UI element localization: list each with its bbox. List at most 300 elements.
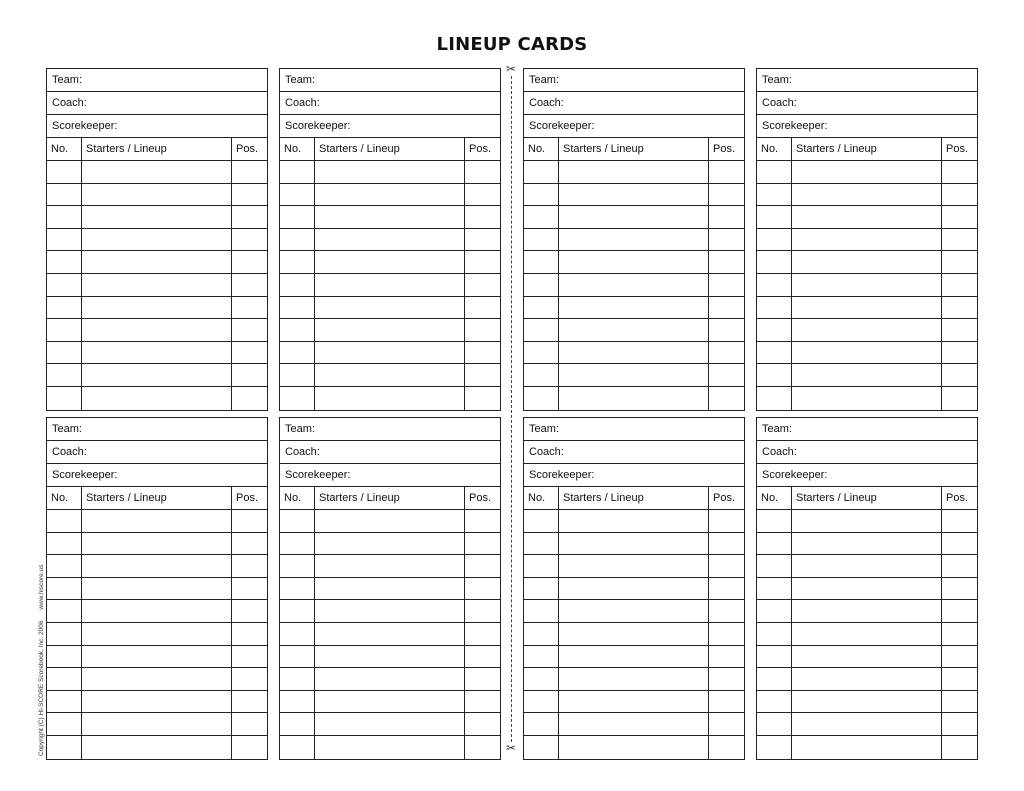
number-cell[interactable]: [47, 387, 82, 410]
number-cell[interactable]: [524, 555, 559, 577]
starter-name-cell[interactable]: [82, 206, 232, 228]
position-cell[interactable]: [709, 387, 744, 410]
starter-name-cell[interactable]: [82, 668, 232, 690]
position-cell[interactable]: [232, 161, 267, 183]
number-cell[interactable]: [524, 274, 559, 296]
position-cell[interactable]: [232, 319, 267, 341]
position-cell[interactable]: [942, 387, 977, 410]
starter-name-cell[interactable]: [792, 364, 942, 386]
number-cell[interactable]: [757, 736, 792, 759]
number-cell[interactable]: [47, 251, 82, 273]
scorekeeper-field[interactable]: Scorekeeper:: [280, 115, 500, 138]
coach-field[interactable]: Coach:: [524, 92, 744, 115]
column-header-row: [280, 138, 500, 161]
starter-name-cell[interactable]: [315, 713, 465, 735]
scorekeeper-field[interactable]: Scorekeeper:: [524, 464, 744, 487]
starter-name-cell[interactable]: [82, 297, 232, 319]
number-cell[interactable]: [524, 600, 559, 622]
starter-name-cell[interactable]: [315, 600, 465, 622]
position-cell[interactable]: [709, 161, 744, 183]
number-cell[interactable]: [280, 342, 315, 364]
number-cell[interactable]: [524, 342, 559, 364]
position-cell[interactable]: [709, 668, 744, 690]
number-cell[interactable]: [524, 510, 559, 532]
starter-name-cell[interactable]: [559, 342, 709, 364]
position-cell[interactable]: [709, 713, 744, 735]
starter-name-cell[interactable]: [82, 161, 232, 183]
position-cell[interactable]: [232, 251, 267, 273]
position-cell[interactable]: [942, 736, 977, 759]
position-cell[interactable]: [232, 297, 267, 319]
position-cell[interactable]: [465, 510, 500, 532]
number-cell[interactable]: [524, 161, 559, 183]
starter-name-cell[interactable]: [559, 364, 709, 386]
starter-name-cell[interactable]: [792, 668, 942, 690]
number-cell[interactable]: [524, 297, 559, 319]
position-cell[interactable]: [465, 364, 500, 386]
number-cell[interactable]: [47, 364, 82, 386]
starter-name-cell[interactable]: [559, 578, 709, 600]
team-field[interactable]: Team:: [757, 69, 977, 92]
number-cell[interactable]: [757, 555, 792, 577]
number-cell[interactable]: [47, 736, 82, 759]
number-cell[interactable]: [757, 713, 792, 735]
number-cell[interactable]: [280, 387, 315, 410]
number-cell[interactable]: [757, 184, 792, 206]
position-cell[interactable]: [465, 206, 500, 228]
starter-name-cell[interactable]: [559, 736, 709, 759]
starter-name-cell[interactable]: [792, 387, 942, 410]
starter-name-cell[interactable]: [82, 274, 232, 296]
starter-name-cell[interactable]: [315, 578, 465, 600]
position-cell[interactable]: [942, 184, 977, 206]
position-cell[interactable]: [465, 623, 500, 645]
number-cell[interactable]: [280, 623, 315, 645]
starter-name-cell[interactable]: [559, 387, 709, 410]
position-cell[interactable]: [232, 646, 267, 668]
coach-field[interactable]: Coach:: [47, 441, 267, 464]
starter-name-cell[interactable]: [559, 206, 709, 228]
lineup-row: [280, 736, 500, 759]
starter-name-cell[interactable]: [82, 229, 232, 251]
number-cell[interactable]: [524, 646, 559, 668]
number-cell[interactable]: [280, 297, 315, 319]
number-cell[interactable]: [757, 668, 792, 690]
number-cell[interactable]: [757, 623, 792, 645]
position-cell[interactable]: [709, 184, 744, 206]
starter-name-cell[interactable]: [559, 251, 709, 273]
position-cell[interactable]: [232, 691, 267, 713]
starter-name-cell[interactable]: [792, 623, 942, 645]
starter-name-cell[interactable]: [792, 297, 942, 319]
number-cell[interactable]: [47, 578, 82, 600]
number-cell[interactable]: [524, 533, 559, 555]
position-cell[interactable]: [709, 600, 744, 622]
position-cell[interactable]: [232, 736, 267, 759]
number-cell[interactable]: [47, 342, 82, 364]
starter-name-cell[interactable]: [82, 600, 232, 622]
number-cell[interactable]: [280, 206, 315, 228]
number-cell[interactable]: [524, 184, 559, 206]
starter-name-cell[interactable]: [82, 578, 232, 600]
starter-name-cell[interactable]: [559, 646, 709, 668]
starter-name-cell[interactable]: [82, 364, 232, 386]
starter-name-cell[interactable]: [792, 206, 942, 228]
number-cell[interactable]: [524, 387, 559, 410]
starter-name-cell[interactable]: [82, 736, 232, 759]
number-cell[interactable]: [280, 319, 315, 341]
position-cell[interactable]: [709, 623, 744, 645]
position-cell[interactable]: [232, 274, 267, 296]
number-cell[interactable]: [47, 646, 82, 668]
number-cell[interactable]: [757, 342, 792, 364]
position-cell[interactable]: [942, 578, 977, 600]
lineup-row: [47, 713, 267, 736]
number-cell[interactable]: [47, 668, 82, 690]
starter-name-cell[interactable]: [792, 533, 942, 555]
position-cell[interactable]: [709, 342, 744, 364]
lineup-row: [757, 206, 977, 229]
position-cell[interactable]: [232, 533, 267, 555]
position-cell[interactable]: [465, 161, 500, 183]
number-cell[interactable]: [524, 578, 559, 600]
column-header-row: [47, 138, 267, 161]
number-cell[interactable]: [524, 229, 559, 251]
position-cell[interactable]: [942, 555, 977, 577]
position-cell[interactable]: [465, 184, 500, 206]
position-cell[interactable]: [465, 251, 500, 273]
starter-name-cell[interactable]: [559, 713, 709, 735]
starter-name-cell[interactable]: [82, 342, 232, 364]
column-header-row: [757, 138, 977, 161]
position-cell[interactable]: [942, 319, 977, 341]
starter-name-cell[interactable]: [792, 578, 942, 600]
position-cell[interactable]: [232, 510, 267, 532]
position-cell[interactable]: [232, 229, 267, 251]
position-cell[interactable]: [232, 623, 267, 645]
position-cell[interactable]: [465, 691, 500, 713]
position-cell[interactable]: [709, 319, 744, 341]
lineup-row: [757, 736, 977, 759]
position-cell[interactable]: [465, 600, 500, 622]
position-cell[interactable]: [465, 578, 500, 600]
number-cell[interactable]: [757, 578, 792, 600]
starter-name-cell[interactable]: [792, 184, 942, 206]
starter-name-cell[interactable]: [792, 646, 942, 668]
starter-name-cell[interactable]: [82, 646, 232, 668]
starter-name-cell[interactable]: [315, 668, 465, 690]
number-cell[interactable]: [280, 713, 315, 735]
position-cell[interactable]: [942, 691, 977, 713]
position-cell[interactable]: [709, 646, 744, 668]
position-cell[interactable]: [465, 387, 500, 410]
number-cell[interactable]: [280, 555, 315, 577]
starter-name-cell[interactable]: [792, 319, 942, 341]
lineup-row: [47, 668, 267, 691]
number-cell[interactable]: [280, 668, 315, 690]
starter-name-cell[interactable]: [792, 229, 942, 251]
starter-name-cell[interactable]: [82, 691, 232, 713]
team-field[interactable]: Team:: [280, 418, 500, 441]
starter-name-cell[interactable]: [792, 274, 942, 296]
number-cell[interactable]: [757, 274, 792, 296]
starter-name-cell[interactable]: [315, 274, 465, 296]
starter-name-cell[interactable]: [315, 736, 465, 759]
position-cell[interactable]: [942, 646, 977, 668]
number-cell[interactable]: [757, 691, 792, 713]
starter-name-cell[interactable]: [792, 251, 942, 273]
number-cell[interactable]: [280, 736, 315, 759]
number-cell[interactable]: [757, 387, 792, 410]
starter-name-cell[interactable]: [559, 510, 709, 532]
position-cell[interactable]: [942, 229, 977, 251]
scorekeeper-field[interactable]: Scorekeeper:: [47, 115, 267, 138]
number-cell[interactable]: [524, 251, 559, 273]
number-cell[interactable]: [280, 533, 315, 555]
number-cell[interactable]: [524, 623, 559, 645]
starter-name-cell[interactable]: [792, 510, 942, 532]
position-cell[interactable]: [232, 713, 267, 735]
number-cell[interactable]: [280, 274, 315, 296]
number-cell[interactable]: [280, 691, 315, 713]
number-cell[interactable]: [280, 161, 315, 183]
position-cell[interactable]: [465, 319, 500, 341]
number-cell[interactable]: [280, 184, 315, 206]
number-cell[interactable]: [280, 510, 315, 532]
starter-name-cell[interactable]: [559, 555, 709, 577]
number-cell[interactable]: [757, 510, 792, 532]
number-cell[interactable]: [47, 533, 82, 555]
position-cell[interactable]: [942, 510, 977, 532]
position-cell[interactable]: [942, 600, 977, 622]
number-cell[interactable]: [524, 206, 559, 228]
position-cell[interactable]: [465, 274, 500, 296]
position-cell[interactable]: [709, 691, 744, 713]
position-cell[interactable]: [942, 206, 977, 228]
starter-name-cell[interactable]: [559, 229, 709, 251]
position-cell[interactable]: [465, 229, 500, 251]
position-cell[interactable]: [942, 251, 977, 273]
starter-name-cell[interactable]: [315, 510, 465, 532]
team-field[interactable]: Team:: [524, 418, 744, 441]
position-cell[interactable]: [709, 533, 744, 555]
number-cell[interactable]: [280, 578, 315, 600]
starter-name-cell[interactable]: [792, 161, 942, 183]
position-cell[interactable]: [942, 274, 977, 296]
starter-name-cell[interactable]: [792, 713, 942, 735]
number-cell[interactable]: [280, 251, 315, 273]
position-cell[interactable]: [942, 297, 977, 319]
position-cell[interactable]: [465, 533, 500, 555]
position-cell[interactable]: [709, 510, 744, 532]
starter-name-cell[interactable]: [82, 251, 232, 273]
number-cell[interactable]: [47, 713, 82, 735]
position-cell[interactable]: [232, 184, 267, 206]
number-cell[interactable]: [280, 364, 315, 386]
number-cell[interactable]: [757, 297, 792, 319]
starter-name-cell[interactable]: [82, 713, 232, 735]
position-cell[interactable]: [709, 364, 744, 386]
number-cell[interactable]: [280, 229, 315, 251]
number-cell[interactable]: [47, 623, 82, 645]
starter-name-cell[interactable]: [792, 342, 942, 364]
position-cell[interactable]: [942, 161, 977, 183]
starter-name-cell[interactable]: [559, 668, 709, 690]
position-cell[interactable]: [709, 736, 744, 759]
position-cell[interactable]: [709, 555, 744, 577]
starter-name-cell[interactable]: [792, 691, 942, 713]
starter-name-cell[interactable]: [559, 533, 709, 555]
starter-name-cell[interactable]: [82, 555, 232, 577]
position-cell[interactable]: [709, 229, 744, 251]
column-header-row: [524, 138, 744, 161]
number-cell[interactable]: [47, 600, 82, 622]
coach-field[interactable]: Coach:: [47, 92, 267, 115]
starter-name-cell[interactable]: [315, 646, 465, 668]
position-cell[interactable]: [232, 600, 267, 622]
number-cell[interactable]: [757, 229, 792, 251]
number-cell[interactable]: [524, 668, 559, 690]
number-cell[interactable]: [757, 206, 792, 228]
starter-name-cell[interactable]: [559, 274, 709, 296]
scorekeeper-field[interactable]: Scorekeeper:: [757, 464, 977, 487]
team-field[interactable]: Team:: [47, 69, 267, 92]
starter-name-cell[interactable]: [559, 161, 709, 183]
coach-field[interactable]: Coach:: [280, 441, 500, 464]
coach-field[interactable]: Coach:: [524, 441, 744, 464]
number-cell[interactable]: [524, 713, 559, 735]
position-cell[interactable]: [232, 364, 267, 386]
starter-name-cell[interactable]: [792, 555, 942, 577]
number-cell[interactable]: [757, 600, 792, 622]
number-cell[interactable]: [47, 274, 82, 296]
scorekeeper-field[interactable]: Scorekeeper:: [757, 115, 977, 138]
coach-field[interactable]: Coach:: [757, 92, 977, 115]
number-cell[interactable]: [757, 364, 792, 386]
number-cell[interactable]: [524, 736, 559, 759]
position-cell[interactable]: [942, 342, 977, 364]
position-cell[interactable]: [942, 364, 977, 386]
number-cell[interactable]: [47, 319, 82, 341]
starter-name-cell[interactable]: [315, 184, 465, 206]
number-cell[interactable]: [757, 319, 792, 341]
position-cell[interactable]: [465, 297, 500, 319]
number-cell[interactable]: [524, 319, 559, 341]
scorekeeper-field[interactable]: Scorekeeper:: [47, 464, 267, 487]
starter-name-cell[interactable]: [82, 510, 232, 532]
position-cell[interactable]: [465, 555, 500, 577]
number-cell[interactable]: [47, 510, 82, 532]
starter-name-cell[interactable]: [315, 364, 465, 386]
number-cell[interactable]: [280, 600, 315, 622]
number-cell[interactable]: [47, 555, 82, 577]
starter-name-cell[interactable]: [559, 691, 709, 713]
number-cell[interactable]: [757, 533, 792, 555]
starter-name-cell[interactable]: [559, 184, 709, 206]
position-cell[interactable]: [709, 578, 744, 600]
position-cell[interactable]: [465, 342, 500, 364]
starter-name-cell[interactable]: [315, 297, 465, 319]
number-cell[interactable]: [47, 161, 82, 183]
starter-name-cell[interactable]: [315, 533, 465, 555]
number-cell[interactable]: [280, 646, 315, 668]
starter-name-cell[interactable]: [315, 319, 465, 341]
starter-name-cell[interactable]: [559, 319, 709, 341]
number-cell[interactable]: [757, 161, 792, 183]
position-cell[interactable]: [709, 206, 744, 228]
position-cell[interactable]: [232, 578, 267, 600]
number-cell[interactable]: [757, 646, 792, 668]
position-cell[interactable]: [709, 274, 744, 296]
position-cell[interactable]: [465, 736, 500, 759]
number-cell[interactable]: [47, 184, 82, 206]
scorekeeper-field[interactable]: Scorekeeper:: [280, 464, 500, 487]
lineup-row: [524, 206, 744, 229]
number-cell[interactable]: [47, 297, 82, 319]
position-cell[interactable]: [465, 646, 500, 668]
starter-name-cell[interactable]: [82, 623, 232, 645]
starter-name-cell[interactable]: [315, 161, 465, 183]
position-cell[interactable]: [232, 206, 267, 228]
lineup-row: [280, 668, 500, 691]
position-cell[interactable]: [232, 342, 267, 364]
number-cell[interactable]: [47, 229, 82, 251]
starter-name-cell[interactable]: [82, 184, 232, 206]
starter-name-cell[interactable]: [559, 297, 709, 319]
position-cell[interactable]: [942, 623, 977, 645]
position-cell[interactable]: [465, 713, 500, 735]
number-cell[interactable]: [47, 691, 82, 713]
starter-name-cell[interactable]: [315, 229, 465, 251]
scorekeeper-field[interactable]: Scorekeeper:: [524, 115, 744, 138]
starter-name-cell[interactable]: [82, 387, 232, 410]
starter-name-cell[interactable]: [82, 319, 232, 341]
starter-name-cell[interactable]: [792, 736, 942, 759]
position-cell[interactable]: [942, 668, 977, 690]
starter-name-cell[interactable]: [315, 691, 465, 713]
position-cell[interactable]: [232, 387, 267, 410]
number-cell[interactable]: [524, 691, 559, 713]
position-cell[interactable]: [465, 668, 500, 690]
starter-name-cell[interactable]: [315, 251, 465, 273]
position-cell[interactable]: [232, 555, 267, 577]
position-cell[interactable]: [942, 533, 977, 555]
starter-name-cell[interactable]: [315, 342, 465, 364]
starter-name-cell[interactable]: [82, 533, 232, 555]
starter-name-cell[interactable]: [315, 206, 465, 228]
starter-name-cell[interactable]: [559, 600, 709, 622]
number-cell[interactable]: [47, 206, 82, 228]
position-cell[interactable]: [709, 297, 744, 319]
starter-name-cell[interactable]: [315, 623, 465, 645]
coach-field[interactable]: Coach:: [757, 441, 977, 464]
starter-name-cell[interactable]: [315, 555, 465, 577]
team-field[interactable]: Team:: [280, 69, 500, 92]
number-cell[interactable]: [757, 251, 792, 273]
number-cell[interactable]: [524, 364, 559, 386]
starter-name-cell[interactable]: [559, 623, 709, 645]
coach-field[interactable]: Coach:: [280, 92, 500, 115]
lineup-row: [47, 736, 267, 759]
starter-name-cell[interactable]: [315, 387, 465, 410]
team-field[interactable]: Team:: [47, 418, 267, 441]
position-cell[interactable]: [942, 713, 977, 735]
team-field[interactable]: Team:: [524, 69, 744, 92]
position-cell[interactable]: [709, 251, 744, 273]
team-field[interactable]: Team:: [757, 418, 977, 441]
starter-name-cell[interactable]: [792, 600, 942, 622]
position-cell[interactable]: [232, 668, 267, 690]
